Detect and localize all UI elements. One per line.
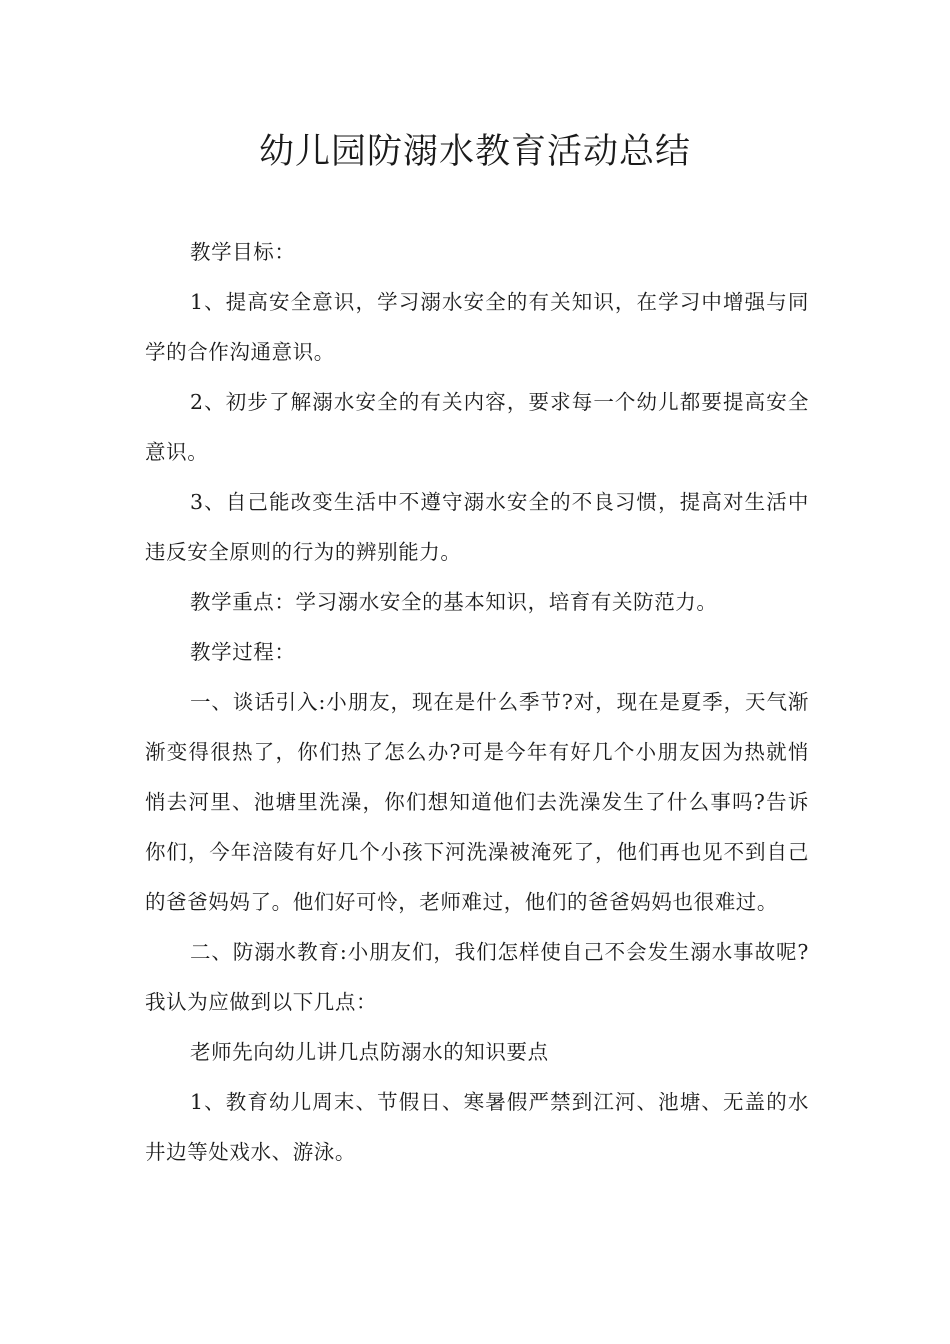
paragraph-step-1-intro: 一、谈话引入:小朋友，现在是什么季节?对，现在是夏季，天气渐渐变得很热了，你们热了怎么办?可是今年有好几个小朋友因为热就悄悄去河里、池塘里洗澡，你们想知道他们去洗澡发生了什么事吗?告诉你们，今年涪陵有好几个小孩下河洗澡被淹死了，他们再也见不到自己的爸爸妈妈了。他们好可怜，老师难过，他们的爸爸妈妈也很难过。 bbox=[145, 690, 809, 914]
document-body bbox=[145, 227, 809, 1177]
paragraph-goal-2: 2、初步了解溺水安全的有关内容，要求每一个幼儿都要提高安全意识。 bbox=[145, 390, 809, 464]
paragraph-teaching-process-heading: 教学过程： bbox=[190, 640, 296, 664]
paragraph-goal-3: 3、自己能改变生活中不遵守溺水安全的不良习惯，提高对生活中违反安全原则的行为的辨别能力。 bbox=[145, 490, 809, 564]
paragraph-goal-1: 1、提高安全意识，学习溺水安全的有关知识，在学习中增强与同学的合作沟通意识。 bbox=[145, 290, 809, 364]
paragraph-knowledge-points-intro: 老师先向幼儿讲几点防溺水的知识要点 bbox=[190, 1040, 549, 1064]
paragraph-knowledge-point-1: 1、教育幼儿周末、节假日、寒暑假严禁到江河、池塘、无盖的水井边等处戏水、游泳。 bbox=[145, 1090, 809, 1164]
paragraph-teaching-focus: 教学重点：学习溺水安全的基本知识，培育有关防范力。 bbox=[190, 590, 718, 614]
document-title: 幼儿园防溺水教育活动总结 bbox=[258, 132, 691, 172]
paragraph-teaching-goals-heading: 教学目标： bbox=[190, 240, 296, 264]
paragraph-step-2-education: 二、防溺水教育:小朋友们，我们怎样使自己不会发生溺水事故呢?我认为应做到以下几点： bbox=[145, 940, 809, 1014]
